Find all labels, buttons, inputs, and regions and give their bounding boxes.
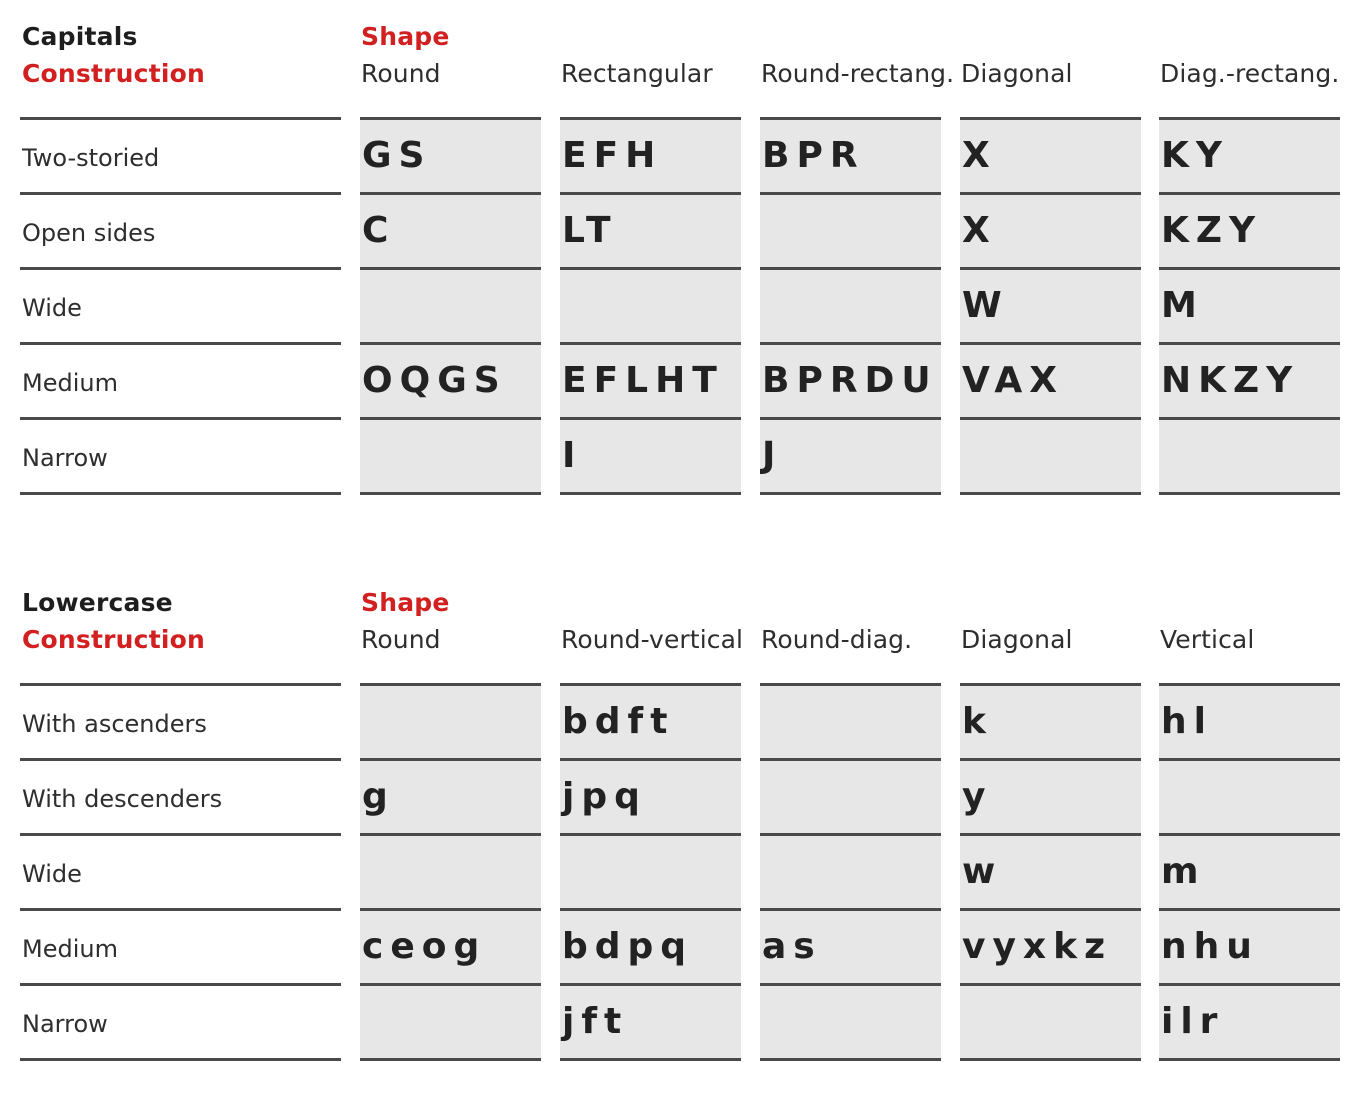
lowercase-cell [760,833,941,908]
lowercase-cell: ilr [1159,983,1340,1061]
lowercase-cell [360,683,541,758]
capitals-row-label-open-sides: Open sides [20,192,341,267]
capitals-cell [360,267,541,342]
capitals-cell: C [360,192,541,267]
capitals-cell [560,267,741,342]
lowercase-construction-label: Construction [22,625,205,654]
capitals-row-label-two-storied: Two-storied [20,117,341,192]
lowercase-col-diagonal: Diagonal [961,625,1073,654]
lowercase-title: Lowercase [22,588,173,617]
capitals-row-label-narrow: Narrow [20,417,341,495]
lowercase-cell: hl [1159,683,1340,758]
capitals-cell: BPR [760,117,941,192]
lowercase-cell: m [1159,833,1340,908]
capitals-cell: OQGS [360,342,541,417]
lowercase-col-round-diag: Round-diag. [761,625,913,654]
lowercase-col-round-vertical: Round-vertical [561,625,744,654]
lowercase-row-label-wide: Wide [20,833,341,908]
lowercase-cell: bdft [560,683,741,758]
lowercase-cell: w [960,833,1141,908]
capitals-cell: W [960,267,1141,342]
capitals-col-diag-rectang: Diag.-rectang. [1160,59,1340,88]
lowercase-col-round: Round [361,625,441,654]
capitals-cell: VAX [960,342,1141,417]
capitals-col-round: Round [361,59,441,88]
lowercase-cell [560,833,741,908]
capitals-construction-label: Construction [22,59,205,88]
lowercase-cell [1159,758,1340,833]
capitals-shape-label: Shape [361,22,450,51]
capitals-cell: KZY [1159,192,1340,267]
lowercase-cell: k [960,683,1141,758]
lowercase-cell: y [960,758,1141,833]
capitals-col-round-rectang: Round-rectang. [761,59,955,88]
capitals-cell: GS [360,117,541,192]
capitals-cell [1159,417,1340,495]
lowercase-cell [360,833,541,908]
lowercase-cell: nhu [1159,908,1340,983]
capitals-cell [360,417,541,495]
capitals-cell [760,267,941,342]
lowercase-row-label-narrow: Narrow [20,983,341,1061]
lowercase-cell [360,983,541,1061]
capitals-row-label-medium: Medium [20,342,341,417]
capitals-cell: I [560,417,741,495]
lowercase-cell: jft [560,983,741,1061]
capitals-col-diagonal: Diagonal [961,59,1073,88]
capitals-title: Capitals [22,22,138,51]
lowercase-cell: as [760,908,941,983]
capitals-cell: NKZY [1159,342,1340,417]
lowercase-cell: jpq [560,758,741,833]
capitals-cell: M [1159,267,1340,342]
capitals-row-label-wide: Wide [20,267,341,342]
capitals-cell [760,192,941,267]
capitals-cell: KY [1159,117,1340,192]
lowercase-cell: g [360,758,541,833]
lowercase-row-label-with-ascenders: With ascenders [20,683,341,758]
capitals-cell: LT [560,192,741,267]
lowercase-cell: ceog [360,908,541,983]
lowercase-cell: bdpq [560,908,741,983]
capitals-cell: X [960,192,1141,267]
capitals-cell [960,417,1141,495]
lowercase-shape-label: Shape [361,588,450,617]
capitals-cell: X [960,117,1141,192]
lowercase-cell [760,683,941,758]
capitals-cell: J [760,417,941,495]
capitals-col-rectangular: Rectangular [561,59,713,88]
lowercase-row-label-with-descenders: With descenders [20,758,341,833]
capitals-cell: EFH [560,117,741,192]
capitals-cell: BPRDU [760,342,941,417]
lowercase-cell [760,983,941,1061]
lowercase-cell: vyxkz [960,908,1141,983]
capitals-cell: EFLHT [560,342,741,417]
lowercase-col-vertical: Vertical [1160,625,1255,654]
lowercase-cell [960,983,1141,1061]
lowercase-cell [760,758,941,833]
lowercase-row-label-medium: Medium [20,908,341,983]
